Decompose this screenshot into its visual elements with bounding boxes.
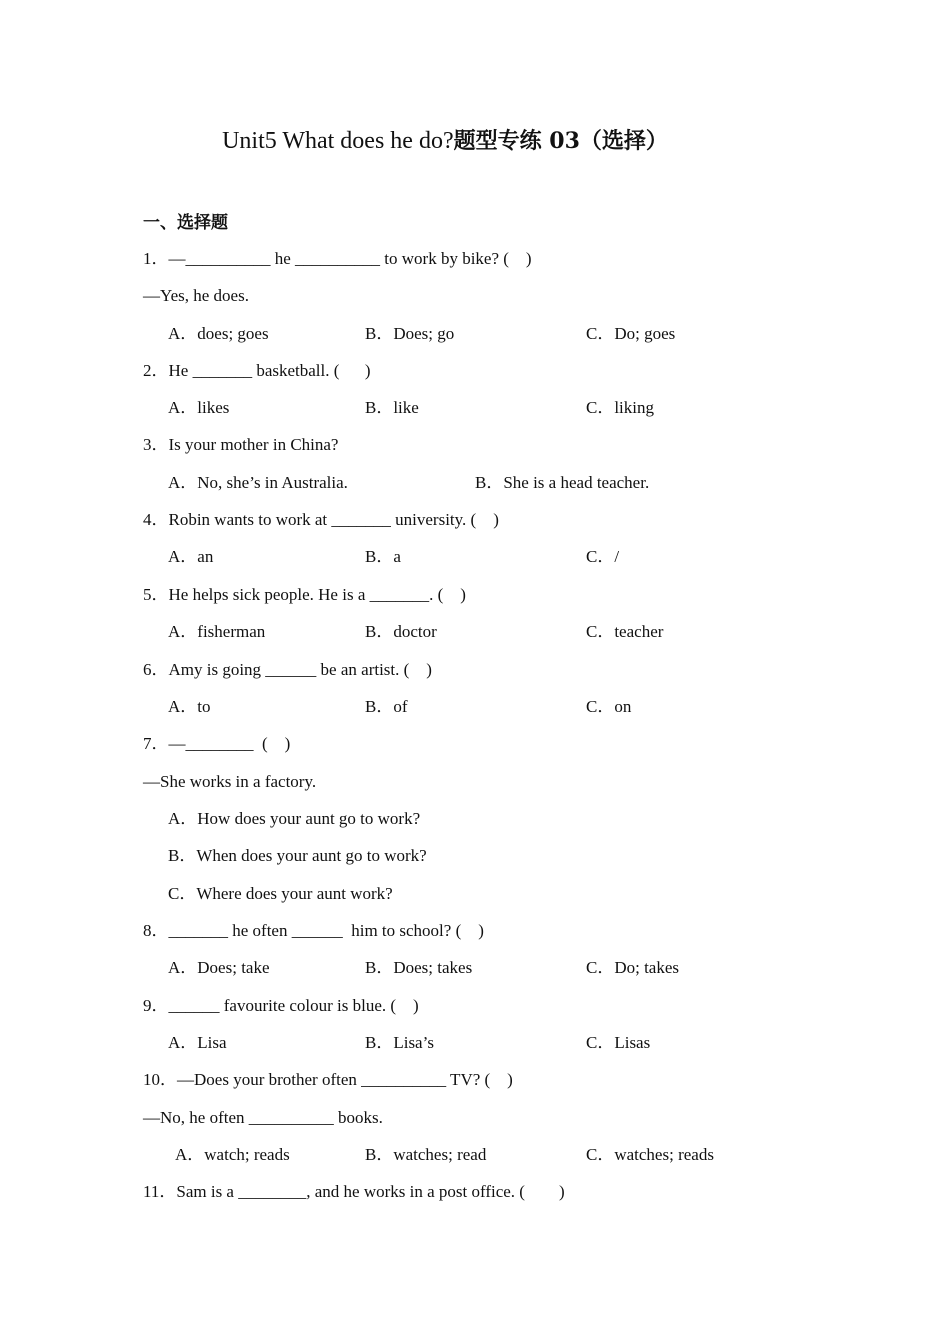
question-1-reply: —Yes, he does. bbox=[143, 286, 249, 305]
question-9-option-c[interactable]: C．Lisas bbox=[586, 1033, 651, 1052]
question-6-option-a[interactable]: A．to bbox=[168, 697, 211, 716]
question-10-option-b[interactable]: B．watches; read bbox=[365, 1145, 487, 1164]
section-heading: 一、选择题 bbox=[143, 213, 228, 233]
question-1-option-b[interactable]: B．Does; go bbox=[365, 324, 455, 343]
question-5-option-c[interactable]: C．teacher bbox=[586, 622, 664, 641]
question-4-option-c[interactable]: C．/ bbox=[586, 547, 620, 566]
question-10-option-c[interactable]: C．watches; reads bbox=[586, 1145, 714, 1164]
title-chinese: 题型专练 03（选择） bbox=[453, 128, 668, 154]
question-6-option-c[interactable]: C．on bbox=[586, 697, 632, 716]
question-9-stem: 9．______ favourite colour is blue. ( ) bbox=[143, 996, 419, 1015]
question-7-option-b[interactable]: B．When does your aunt go to work? bbox=[168, 846, 427, 865]
question-8-stem: 8．_______ he often ______ him to school? ( ) bbox=[143, 921, 484, 940]
question-1-option-a[interactable]: A．does; goes bbox=[168, 324, 269, 343]
question-5-stem: 5．He helps sick people. He is a _______. ( ) bbox=[143, 585, 466, 604]
question-9-option-a[interactable]: A．Lisa bbox=[168, 1033, 227, 1052]
question-6-stem: 6．Amy is going ______ be an artist. ( ) bbox=[143, 660, 432, 679]
question-11-stem: 11．Sam is a ________, and he works in a post office. ( ) bbox=[143, 1182, 565, 1201]
question-9-option-b[interactable]: B．Lisa’s bbox=[365, 1033, 434, 1052]
question-10-option-a[interactable]: A．watch; reads bbox=[175, 1145, 290, 1164]
question-5-option-a[interactable]: A．fisherman bbox=[168, 622, 266, 641]
question-6-option-b[interactable]: B．of bbox=[365, 697, 408, 716]
page-title bbox=[0, 124, 890, 155]
question-10-reply: —No, he often __________ books. bbox=[143, 1108, 383, 1127]
question-10-stem: 10．—Does your brother often __________ TV? ( ) bbox=[143, 1070, 513, 1089]
question-4-stem: 4．Robin wants to work at _______ university. ( ) bbox=[143, 510, 499, 529]
question-2-option-b[interactable]: B．like bbox=[365, 398, 419, 417]
question-2-stem: 2．He _______ basketball. ( ) bbox=[143, 361, 371, 380]
question-8-option-b[interactable]: B．Does; takes bbox=[365, 958, 473, 977]
question-4-option-a[interactable]: A．an bbox=[168, 547, 214, 566]
question-2-option-a[interactable]: A．likes bbox=[168, 398, 230, 417]
title-english: Unit5 What does he do? bbox=[222, 128, 454, 154]
question-2-option-c[interactable]: C．liking bbox=[586, 398, 655, 417]
question-5-option-b[interactable]: B．doctor bbox=[365, 622, 437, 641]
question-8-option-c[interactable]: C．Do; takes bbox=[586, 958, 680, 977]
question-3-option-a[interactable]: A．No, she’s in Australia. bbox=[168, 473, 348, 492]
question-1-stem: 1．—__________ he __________ to work by bike? ( ) bbox=[143, 249, 532, 268]
question-3-option-b[interactable]: B．She is a head teacher. bbox=[475, 473, 650, 492]
question-8-option-a[interactable]: A．Does; take bbox=[168, 958, 270, 977]
question-1-option-c[interactable]: C．Do; goes bbox=[586, 324, 676, 343]
question-7-option-c[interactable]: C．Where does your aunt work? bbox=[168, 884, 393, 903]
question-7-stem: 7．—________ ( ) bbox=[143, 734, 291, 753]
question-7-reply: —She works in a factory. bbox=[143, 772, 317, 791]
question-3-stem: 3．Is your mother in China? bbox=[143, 435, 339, 454]
question-7-option-a[interactable]: A．How does your aunt go to work? bbox=[168, 809, 421, 828]
question-4-option-b[interactable]: B．a bbox=[365, 547, 401, 566]
